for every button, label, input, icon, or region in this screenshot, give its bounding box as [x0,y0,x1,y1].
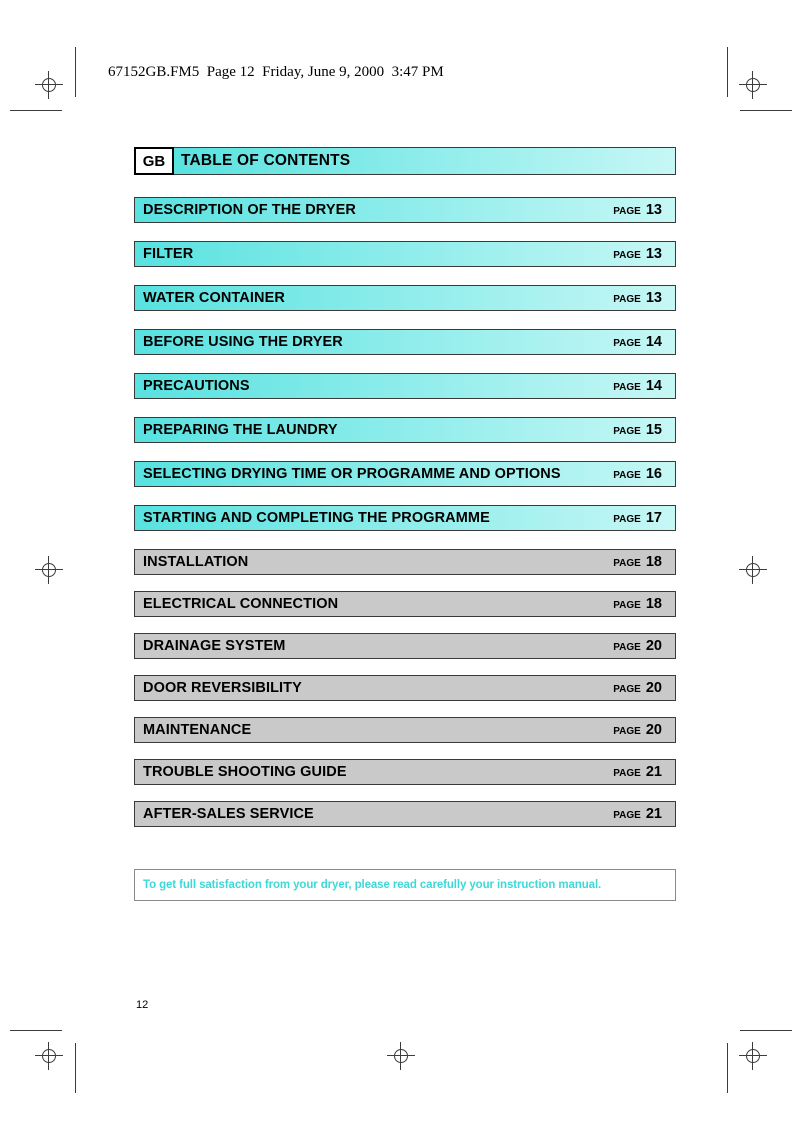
toc-entry-label: WATER CONTAINER [143,290,285,306]
page-word-label: PAGE [613,294,641,305]
page-number-value: 21 [645,764,662,780]
toc-entry [134,373,676,399]
page-word-label: PAGE [613,642,641,653]
page-number-value: 17 [645,510,662,526]
crop-line-top-left-v [75,47,76,97]
toc-entry-page-ref [613,680,662,696]
toc-entry-label: INSTALLATION [143,554,249,570]
toc-entry-label: ELECTRICAL CONNECTION [143,596,339,612]
page-number-value: 14 [645,334,662,350]
registration-mark-icon [387,1042,415,1070]
page-word-label: PAGE [613,206,641,217]
toc-entry-label: TROUBLE SHOOTING GUIDE [143,764,347,780]
page-number-value: 20 [645,722,662,738]
toc-entry-page-ref [613,466,662,482]
page-word-label: PAGE [613,810,641,821]
toc-entry [134,633,676,659]
page-word-label: PAGE [613,514,641,525]
toc-entry-page-ref [613,378,662,394]
crop-line-top-left-h [10,110,62,111]
page-word-label: PAGE [613,470,641,481]
registration-mark-icon [35,1042,63,1070]
toc-entry-label: DOOR REVERSIBILITY [143,680,302,696]
page-number-value: 21 [645,806,662,822]
toc-entry-page-ref [613,638,662,654]
toc-entry-label: MAINTENANCE [143,722,252,738]
toc-entry-page-ref [613,722,662,738]
toc-entry-label: DRAINAGE SYSTEM [143,638,286,654]
toc-entry-label: PRECAUTIONS [143,378,250,394]
page-number-value: 20 [645,680,662,696]
registration-mark-icon [35,71,63,99]
toc-entry [134,717,676,743]
toc-entry-label: BEFORE USING THE DRYER [143,334,343,350]
registration-mark-icon [35,556,63,584]
page-number-value: 16 [645,466,662,482]
page-word-label: PAGE [613,600,641,611]
page-word-label: PAGE [613,250,641,261]
page-word-label: PAGE [613,382,641,393]
crop-line-bottom-left-v [75,1043,76,1093]
toc-entry-page-ref [613,596,662,612]
page-title: TABLE OF CONTENTS [174,147,676,175]
registration-ring [746,563,760,577]
page-number-value: 14 [645,378,662,394]
toc-entry [134,505,676,531]
page-number-footer: 12 [136,999,149,1011]
toc-entry-label: SELECTING DRYING TIME OR PROGRAMME AND OPTIONS [143,466,561,482]
page-word-label: PAGE [613,426,641,437]
toc-page-content [134,147,676,901]
toc-entry [134,329,676,355]
toc-entry-page-ref [613,246,662,262]
toc-entry-label: AFTER-SALES SERVICE [143,806,314,822]
registration-ring [42,1049,56,1063]
toc-entry [134,417,676,443]
toc-entry [134,801,676,827]
registration-mark-icon [739,71,767,99]
toc-entry [134,285,676,311]
registration-mark-icon [739,556,767,584]
toc-entry [134,759,676,785]
page-word-label: PAGE [613,768,641,779]
page-number-value: 13 [645,290,662,306]
toc-title-bar [134,147,676,175]
toc-entry-page-ref [613,422,662,438]
toc-entry [134,591,676,617]
page-word-label: PAGE [613,338,641,349]
toc-entry-page-ref [613,202,662,218]
toc-entry-page-ref [613,510,662,526]
crop-line-bottom-right-v [727,1043,728,1093]
toc-entry-label: STARTING AND COMPLETING THE PROGRAMME [143,510,490,526]
print-header-line: 67152GB.FM5 Page 12 Friday, June 9, 2000 3:47 PM [108,64,444,80]
registration-mark-icon [739,1042,767,1070]
notice-text: To get full satisfaction from your dryer, please read carefully your instruction manual. [143,879,602,891]
toc-entry-page-ref [613,764,662,780]
toc-entry [134,197,676,223]
toc-entry [134,461,676,487]
page-word-label: PAGE [613,558,641,569]
language-tag: GB [134,147,174,175]
page-number-value: 13 [645,246,662,262]
toc-entry [134,675,676,701]
page-number-value: 15 [645,422,662,438]
registration-ring [394,1049,408,1063]
page-word-label: PAGE [613,684,641,695]
crop-line-top-right-h [740,110,792,111]
toc-entry [134,241,676,267]
toc-entry-label: FILTER [143,246,194,262]
toc-entry-label: PREPARING THE LAUNDRY [143,422,338,438]
registration-ring [746,78,760,92]
page-number-value: 13 [645,202,662,218]
toc-entry-page-ref [613,806,662,822]
page-number-value: 18 [645,596,662,612]
toc-entry-label: DESCRIPTION OF THE DRYER [143,202,356,218]
toc-entry-page-ref [613,334,662,350]
page-number-value: 20 [645,638,662,654]
toc-entry-page-ref [613,554,662,570]
crop-line-top-right-v [727,47,728,97]
crop-line-bottom-right-h [740,1030,792,1031]
registration-ring [42,78,56,92]
registration-ring [42,563,56,577]
toc-entry-list [134,197,676,827]
notice-box [134,869,676,901]
toc-entry [134,549,676,575]
page-number-value: 18 [645,554,662,570]
registration-ring [746,1049,760,1063]
crop-line-bottom-left-h [10,1030,62,1031]
toc-entry-page-ref [613,290,662,306]
page-word-label: PAGE [613,726,641,737]
